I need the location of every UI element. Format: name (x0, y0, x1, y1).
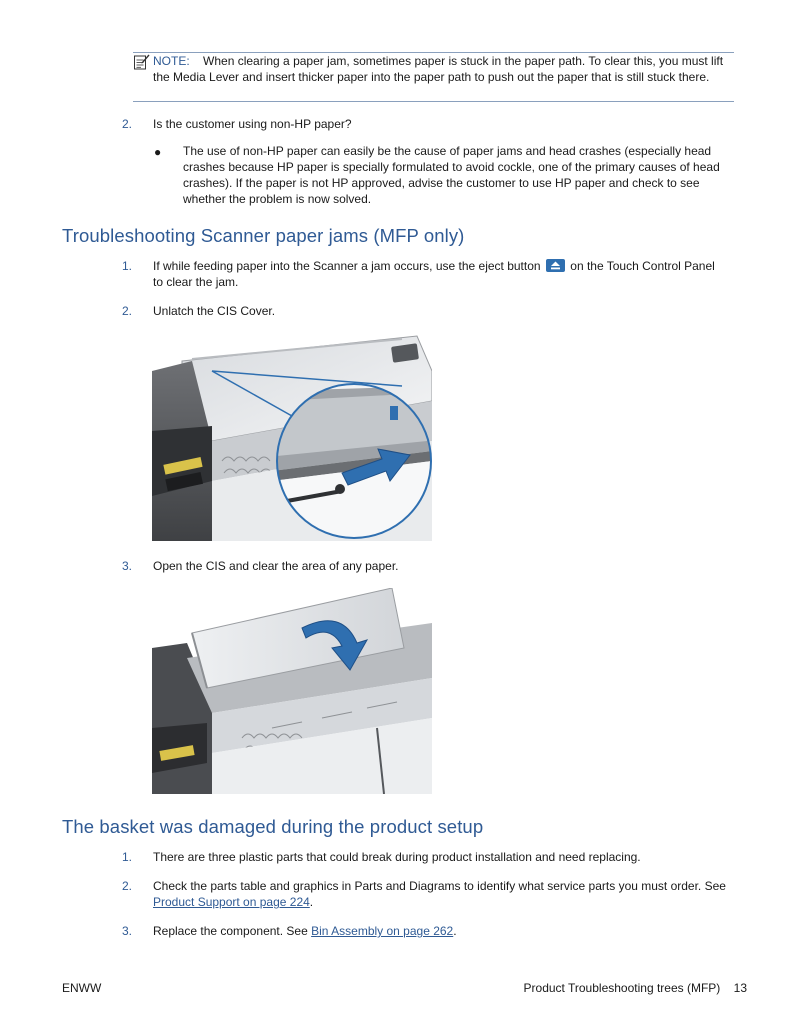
footer-title (524, 981, 747, 995)
step-text: Open the CIS and clear the area of any paper. (153, 559, 399, 573)
step-text (153, 258, 723, 290)
product-support-link[interactable]: Product Support on page 224 (153, 895, 310, 909)
page-number: 13 (733, 981, 747, 995)
open-cis-illustration (152, 588, 432, 794)
cis-cover-illustration (152, 331, 432, 541)
footer-left: ENWW (62, 981, 102, 995)
note-icon (133, 53, 150, 70)
step-text-after: on the Touch Control Panel to clear the jam. (153, 259, 715, 289)
section-heading: The basket was damaged during the product setup (62, 816, 484, 837)
note-body: When clearing a paper jam, sometimes paper is stuck in the paper path. To clear this, you must lift the Media Lever and insert thicker paper into the paper path to push out the paper that is still stuck there. (153, 54, 724, 84)
step-number: 2. (122, 304, 133, 318)
footer-chapter-title: Product Troubleshooting trees (MFP) (523, 981, 721, 995)
step-number: 3. (122, 559, 133, 573)
eject-icon (546, 259, 565, 272)
step-text-before: If while feeding paper into the Scanner a jam occurs, use the eject button (153, 259, 541, 273)
step-text-end: . (309, 895, 314, 909)
step-number: 1. (122, 259, 133, 273)
step-text-body: Check the parts table and graphics in Parts and Diagrams to identify what service parts you must order. See (153, 879, 726, 893)
step-number: 1. (122, 850, 133, 864)
step-text: Unlatch the CIS Cover. (153, 304, 276, 318)
note-bottom-rule (133, 101, 734, 102)
step-text-end: . (453, 924, 457, 938)
note-label: NOTE: (153, 54, 190, 68)
bin-assembly-link[interactable]: Bin Assembly on page 262 (311, 924, 454, 938)
step-text: There are three plastic parts that could break during product installation and need replacing. (153, 850, 641, 864)
bullet-text: The use of non-HP paper can easily be the cause of paper jams and head crashes (especially head crashes because HP paper is specially formulated to avoid cockle, one of the primary causes of head crashes). If the paper is not HP approved, advise the customer to use HP paper and check to see whether the problem is now solved. (183, 144, 720, 206)
step-number: 2. (122, 117, 133, 131)
step-text (153, 923, 457, 939)
step-text (153, 878, 735, 910)
step-number: 2. (122, 879, 133, 893)
note-text (153, 53, 738, 85)
step-number: 3. (122, 924, 133, 938)
step-text: Is the customer using non-HP paper? (153, 117, 352, 131)
step-text-body: Replace the component. See (153, 924, 308, 938)
section-heading: Troubleshooting Scanner paper jams (MFP only) (62, 225, 465, 246)
bullet-dot: ● (154, 145, 162, 159)
